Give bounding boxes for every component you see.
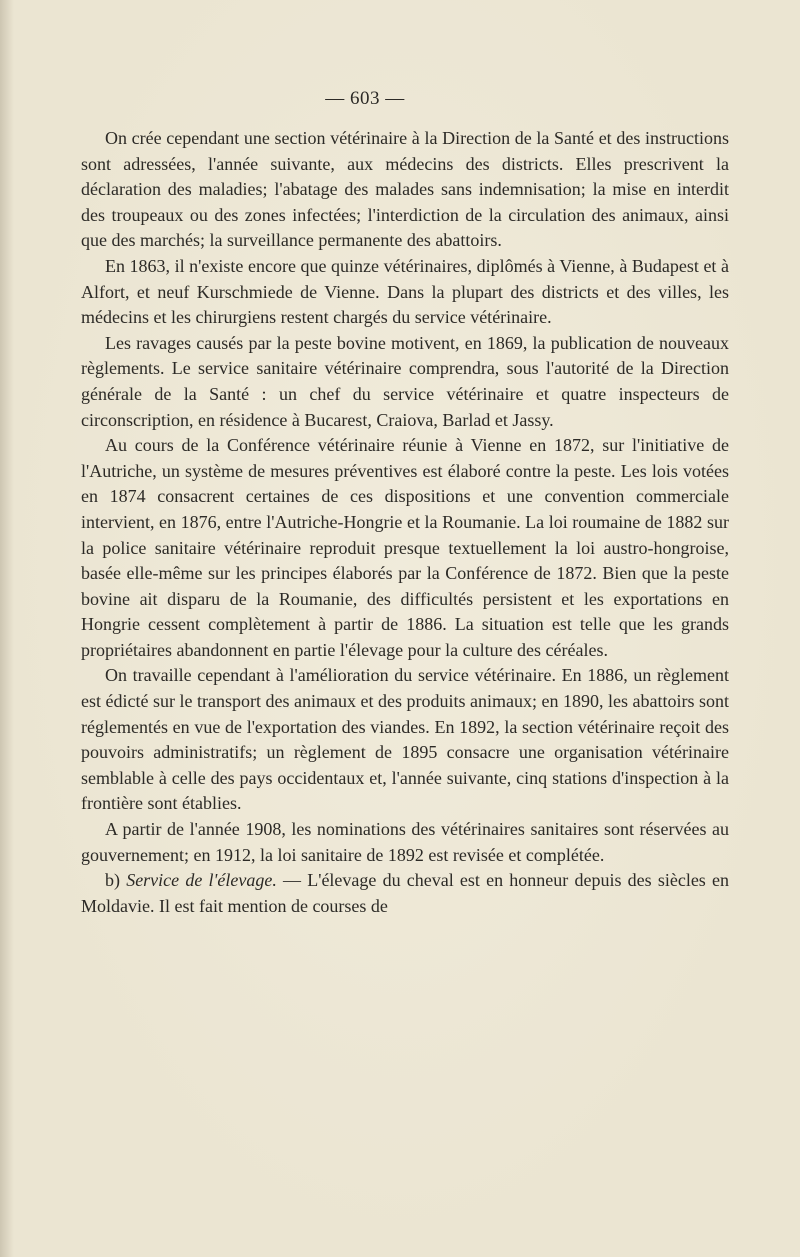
paragraph-1: On crée cependant une section vétérinaire à la Direction de la Santé et des instructions sont adressées, l'année suivante, aux médecins des districts. Elles prescrivent la déclaration des maladies; l'abatage des malades sans indemnisation; la mise en interdit des troupeaux ou des zones infectées; l'interdiction de la circulation des animaux, ainsi que des marchés; la surveillance permanente des abattoirs. — [81, 128, 729, 251]
section-text: — L'élevage du cheval est en honneur depuis des siècles en Moldavie. Il est fait mention de courses de — [81, 870, 729, 916]
section-prefix: b) — [105, 870, 127, 891]
paragraph-3: Les ravages causés par la peste bovine motivent, en 1869, la publication de nouveaux règlements. Le service sanitaire vétérinaire comprendra, sous l'autorité de la Direction générale de la Santé : un chef du service vétérinaire et quatre inspecteurs de circonscription, en résidence à Bucarest, Craiova, Barlad et Jassy. — [81, 332, 729, 430]
paragraph-5: On travaille cependant à l'amélioration du service vétérinaire. En 1886, un règlement est édicté sur le transport des animaux et des produits animaux; en 1890, les abattoirs sont réglementés en vue de l'exportation des viandes. En 1892, la section vétérinaire reçoit des pouvoirs administratifs; un règlement de 1895 consacre une organisation vétérinaire semblable à celle des pays occidentaux et, l'année suivante, cinq stations d'inspection à la frontière sont établies. — [81, 665, 729, 814]
paragraph-4: Au cours de la Conférence vétérinaire réunie à Vienne en 1872, sur l'initiative de l'Autriche, un système de mesures préventives est élaboré contre la peste. Les lois votées en 1874 consacrent certaines de ces dispositions et une convention commerciale intervient, en 1876, entre l'Autriche-Hongrie et la Roumanie. La loi roumaine de 1882 sur la police sanitaire vétérinaire reproduit presque textuellement la loi austro-hongroise, basée elle-même sur les principes élaborés par la Conférence de 1872. Bien que la peste bovine ait disparu de la Roumanie, des difficultés persistent et les exportations en Hongrie cessent complètement à partir de 1886. La situation est telle que les grands propriétaires abandonnent en partie l'élevage pour la culture des céréales. — [81, 435, 729, 660]
paragraph-2: En 1863, il n'existe encore que quinze vétérinaires, diplômés à Vienne, à Budapest et à Alfort, et neuf Kurschmiede de Vienne. Dans la plupart des districts et des villes, les médecins et les chirurgiens restent chargés du service vétérinaire. — [81, 255, 729, 328]
section-heading: Service de l'élevage. — [126, 870, 277, 891]
page-edge-shadow — [0, 0, 14, 1257]
body-text — [81, 126, 729, 919]
paragraph-6: A partir de l'année 1908, les nominations des vétérinaires sanitaires sont réservées au gouvernement; en 1912, la loi sanitaire de 1892 est revisée et complétée. — [81, 819, 729, 865]
paragraph-7 — [81, 868, 729, 919]
page-number: — 603 — — [325, 88, 405, 109]
